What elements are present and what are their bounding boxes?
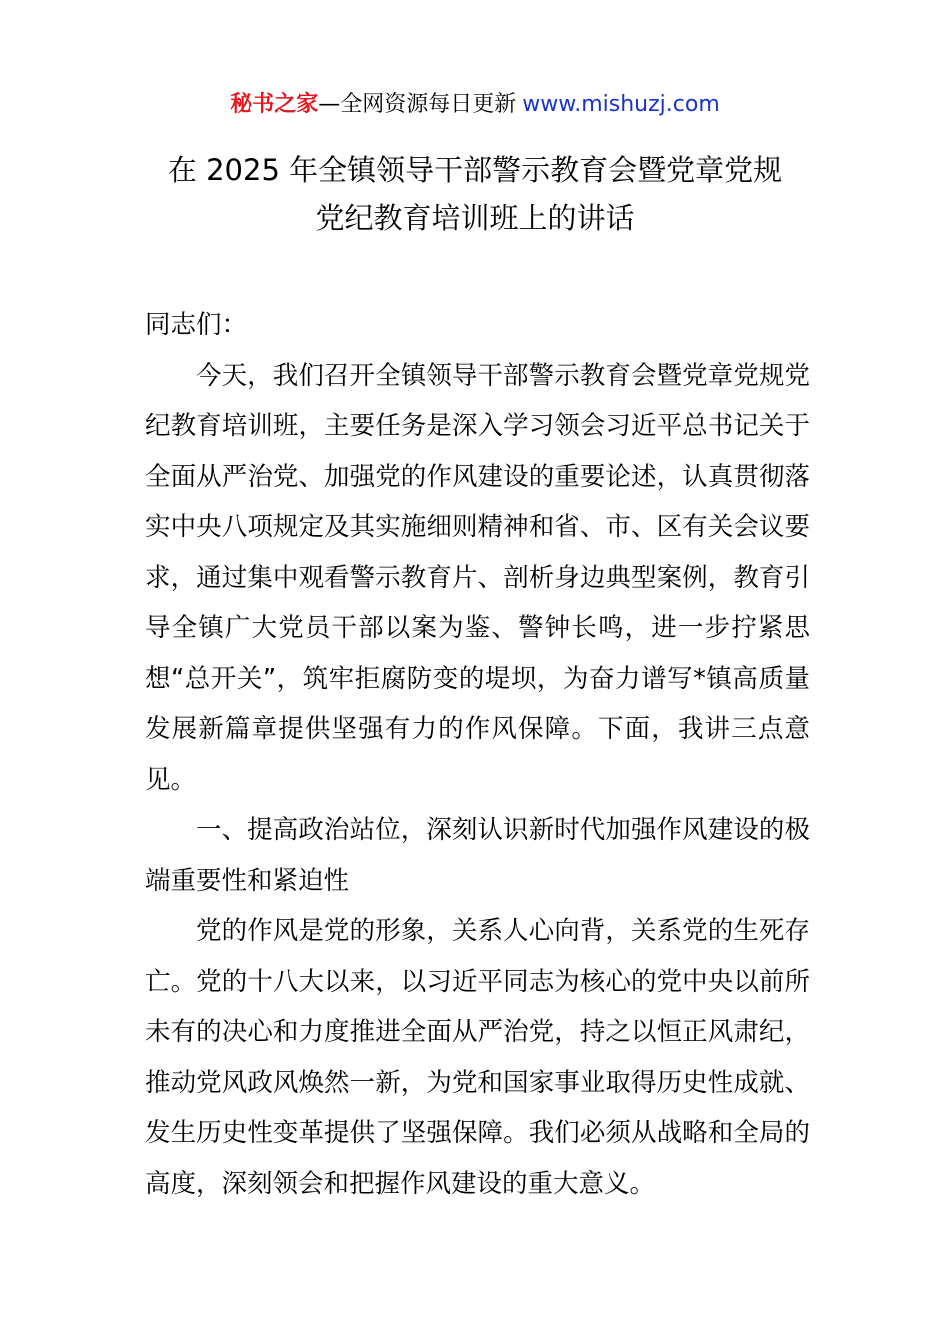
paragraph-intro: 今天，我们召开全镇领导干部警示教育会暨党章党规党纪教育培训班，主要任务是深入学习领会习近平总书记关于全面从严治党、加强党的作风建设的重要论述，认真贯彻落实中央八项规定及其实施细则精神和省、市、区有关会议要求，通过集中观看警示教育片、剖析身边典型案例，教育引导全镇广大党员干部以案为鉴、警钟长鸣，进一步拧紧思想“总开关”，筑牢拒腐防变的堤坝，为奋力谱写*镇高质量发展新篇章提供坚强有力的作风保障。下面，我讲三点意见。 [145,360,810,795]
salutation: 同志们： [145,310,248,340]
title-line-1: 在 2025 年全镇领导干部警示教育会暨党章党规 [167,153,783,187]
document-body [145,300,810,1209]
header-dash: — [318,92,341,117]
watermark-header [0,88,950,122]
brand-name: 秘书之家 [230,92,319,117]
paragraph-section-1: 党的作风是党的形象，关系人心向背，关系党的生死存亡。党的十八大以来，以习近平同志为核心的党中央以前所未有的决心和力度推进全面从严治党，持之以恒正风肃纪，推动党风政风焕然一新，为党和国家事业取得历史性成就、发生历史性变革提供了坚强保障。我们必须从战略和全局的高度，深刻领会和把握作风建设的重大意义。 [145,916,810,1199]
title-line-2: 党纪教育培训班上的讲话 [315,201,635,235]
site-url-link[interactable]: www.mishuzj.com [522,92,720,117]
header-tagline: 全网资源每日更新 [340,92,517,117]
document-title [120,146,830,242]
section-heading-1: 一、提高政治站位，深刻认识新时代加强作风建设的极端重要性和紧迫性 [145,815,810,896]
